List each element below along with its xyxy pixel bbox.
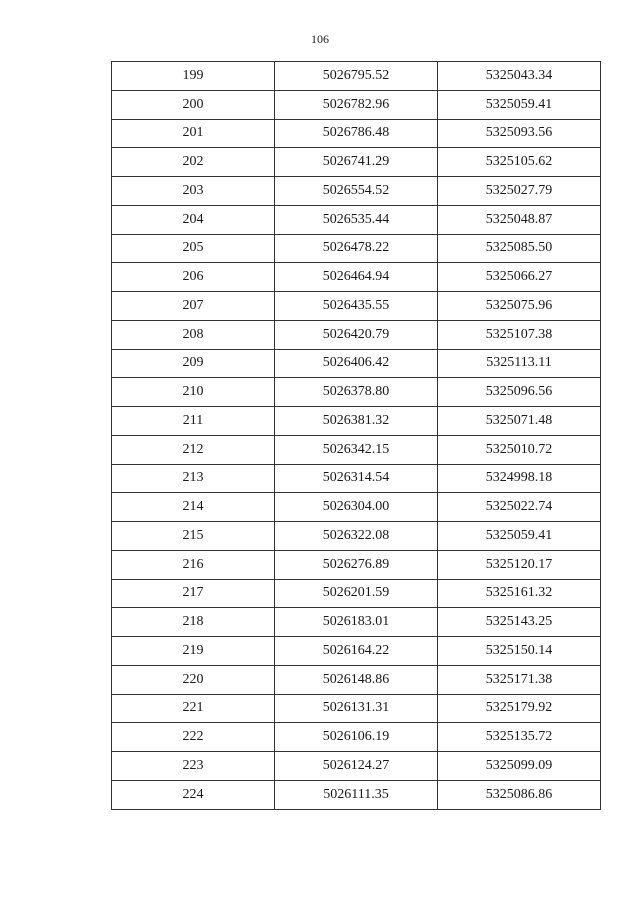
point-number-cell: 202: [112, 148, 275, 177]
table-row: [112, 637, 601, 666]
point-number-cell: 207: [112, 292, 275, 321]
point-number-cell: 204: [112, 205, 275, 234]
x-coordinate-cell: 5026276.89: [275, 550, 438, 579]
y-coordinate-cell: 5325066.27: [438, 263, 601, 292]
point-number-cell: 210: [112, 378, 275, 407]
coordinates-table: [111, 61, 601, 810]
y-coordinate-cell: 5325143.25: [438, 608, 601, 637]
table-row: [112, 234, 601, 263]
point-number-cell: 208: [112, 320, 275, 349]
table-row: [112, 752, 601, 781]
table-row: [112, 148, 601, 177]
x-coordinate-cell: 5026201.59: [275, 579, 438, 608]
table-row: [112, 205, 601, 234]
point-number-cell: 220: [112, 665, 275, 694]
x-coordinate-cell: 5026304.00: [275, 493, 438, 522]
y-coordinate-cell: 5325161.32: [438, 579, 601, 608]
table-row: [112, 407, 601, 436]
table-row: [112, 62, 601, 91]
x-coordinate-cell: 5026406.42: [275, 349, 438, 378]
point-number-cell: 214: [112, 493, 275, 522]
y-coordinate-cell: 5325010.72: [438, 435, 601, 464]
x-coordinate-cell: 5026535.44: [275, 205, 438, 234]
point-number-cell: 199: [112, 62, 275, 91]
table-row: [112, 320, 601, 349]
y-coordinate-cell: 5325107.38: [438, 320, 601, 349]
table-row: [112, 292, 601, 321]
x-coordinate-cell: 5026795.52: [275, 62, 438, 91]
y-coordinate-cell: 5325075.96: [438, 292, 601, 321]
table-row: [112, 464, 601, 493]
x-coordinate-cell: 5026478.22: [275, 234, 438, 263]
y-coordinate-cell: 5325150.14: [438, 637, 601, 666]
y-coordinate-cell: 5325027.79: [438, 177, 601, 206]
coordinates-table-body: [112, 62, 601, 810]
page-number: 106: [311, 32, 329, 46]
y-coordinate-cell: 5325179.92: [438, 694, 601, 723]
table-row: [112, 522, 601, 551]
point-number-cell: 205: [112, 234, 275, 263]
y-coordinate-cell: 5325086.86: [438, 780, 601, 809]
point-number-cell: 203: [112, 177, 275, 206]
table-row: [112, 177, 601, 206]
y-coordinate-cell: 5325043.34: [438, 62, 601, 91]
table-row: [112, 90, 601, 119]
y-coordinate-cell: 5325071.48: [438, 407, 601, 436]
x-coordinate-cell: 5026741.29: [275, 148, 438, 177]
table-row: [112, 263, 601, 292]
table-row: [112, 665, 601, 694]
x-coordinate-cell: 5026554.52: [275, 177, 438, 206]
x-coordinate-cell: 5026381.32: [275, 407, 438, 436]
x-coordinate-cell: 5026378.80: [275, 378, 438, 407]
y-coordinate-cell: 5325096.56: [438, 378, 601, 407]
x-coordinate-cell: 5026420.79: [275, 320, 438, 349]
x-coordinate-cell: 5026124.27: [275, 752, 438, 781]
y-coordinate-cell: 5325059.41: [438, 522, 601, 551]
point-number-cell: 212: [112, 435, 275, 464]
x-coordinate-cell: 5026131.31: [275, 694, 438, 723]
y-coordinate-cell: 5325120.17: [438, 550, 601, 579]
x-coordinate-cell: 5026106.19: [275, 723, 438, 752]
table-row: [112, 608, 601, 637]
point-number-cell: 200: [112, 90, 275, 119]
y-coordinate-cell: 5325085.50: [438, 234, 601, 263]
table-row: [112, 550, 601, 579]
table-row: [112, 493, 601, 522]
point-number-cell: 206: [112, 263, 275, 292]
y-coordinate-cell: 5325048.87: [438, 205, 601, 234]
table-row: [112, 780, 601, 809]
point-number-cell: 216: [112, 550, 275, 579]
y-coordinate-cell: 5325093.56: [438, 119, 601, 148]
point-number-cell: 209: [112, 349, 275, 378]
table-row: [112, 723, 601, 752]
x-coordinate-cell: 5026786.48: [275, 119, 438, 148]
y-coordinate-cell: 5325022.74: [438, 493, 601, 522]
point-number-cell: 222: [112, 723, 275, 752]
y-coordinate-cell: 5325113.11: [438, 349, 601, 378]
x-coordinate-cell: 5026322.08: [275, 522, 438, 551]
x-coordinate-cell: 5026148.86: [275, 665, 438, 694]
x-coordinate-cell: 5026342.15: [275, 435, 438, 464]
x-coordinate-cell: 5026164.22: [275, 637, 438, 666]
x-coordinate-cell: 5026464.94: [275, 263, 438, 292]
point-number-cell: 201: [112, 119, 275, 148]
x-coordinate-cell: 5026183.01: [275, 608, 438, 637]
point-number-cell: 215: [112, 522, 275, 551]
table-row: [112, 579, 601, 608]
point-number-cell: 224: [112, 780, 275, 809]
y-coordinate-cell: 5325099.09: [438, 752, 601, 781]
x-coordinate-cell: 5026435.55: [275, 292, 438, 321]
y-coordinate-cell: 5325135.72: [438, 723, 601, 752]
x-coordinate-cell: 5026782.96: [275, 90, 438, 119]
y-coordinate-cell: 5325171.38: [438, 665, 601, 694]
point-number-cell: 221: [112, 694, 275, 723]
point-number-cell: 213: [112, 464, 275, 493]
table-row: [112, 119, 601, 148]
table-row: [112, 694, 601, 723]
y-coordinate-cell: 5325105.62: [438, 148, 601, 177]
point-number-cell: 219: [112, 637, 275, 666]
point-number-cell: 218: [112, 608, 275, 637]
table-row: [112, 435, 601, 464]
table-row: [112, 349, 601, 378]
point-number-cell: 217: [112, 579, 275, 608]
point-number-cell: 223: [112, 752, 275, 781]
y-coordinate-cell: 5325059.41: [438, 90, 601, 119]
point-number-cell: 211: [112, 407, 275, 436]
x-coordinate-cell: 5026111.35: [275, 780, 438, 809]
x-coordinate-cell: 5026314.54: [275, 464, 438, 493]
table-row: [112, 378, 601, 407]
y-coordinate-cell: 5324998.18: [438, 464, 601, 493]
